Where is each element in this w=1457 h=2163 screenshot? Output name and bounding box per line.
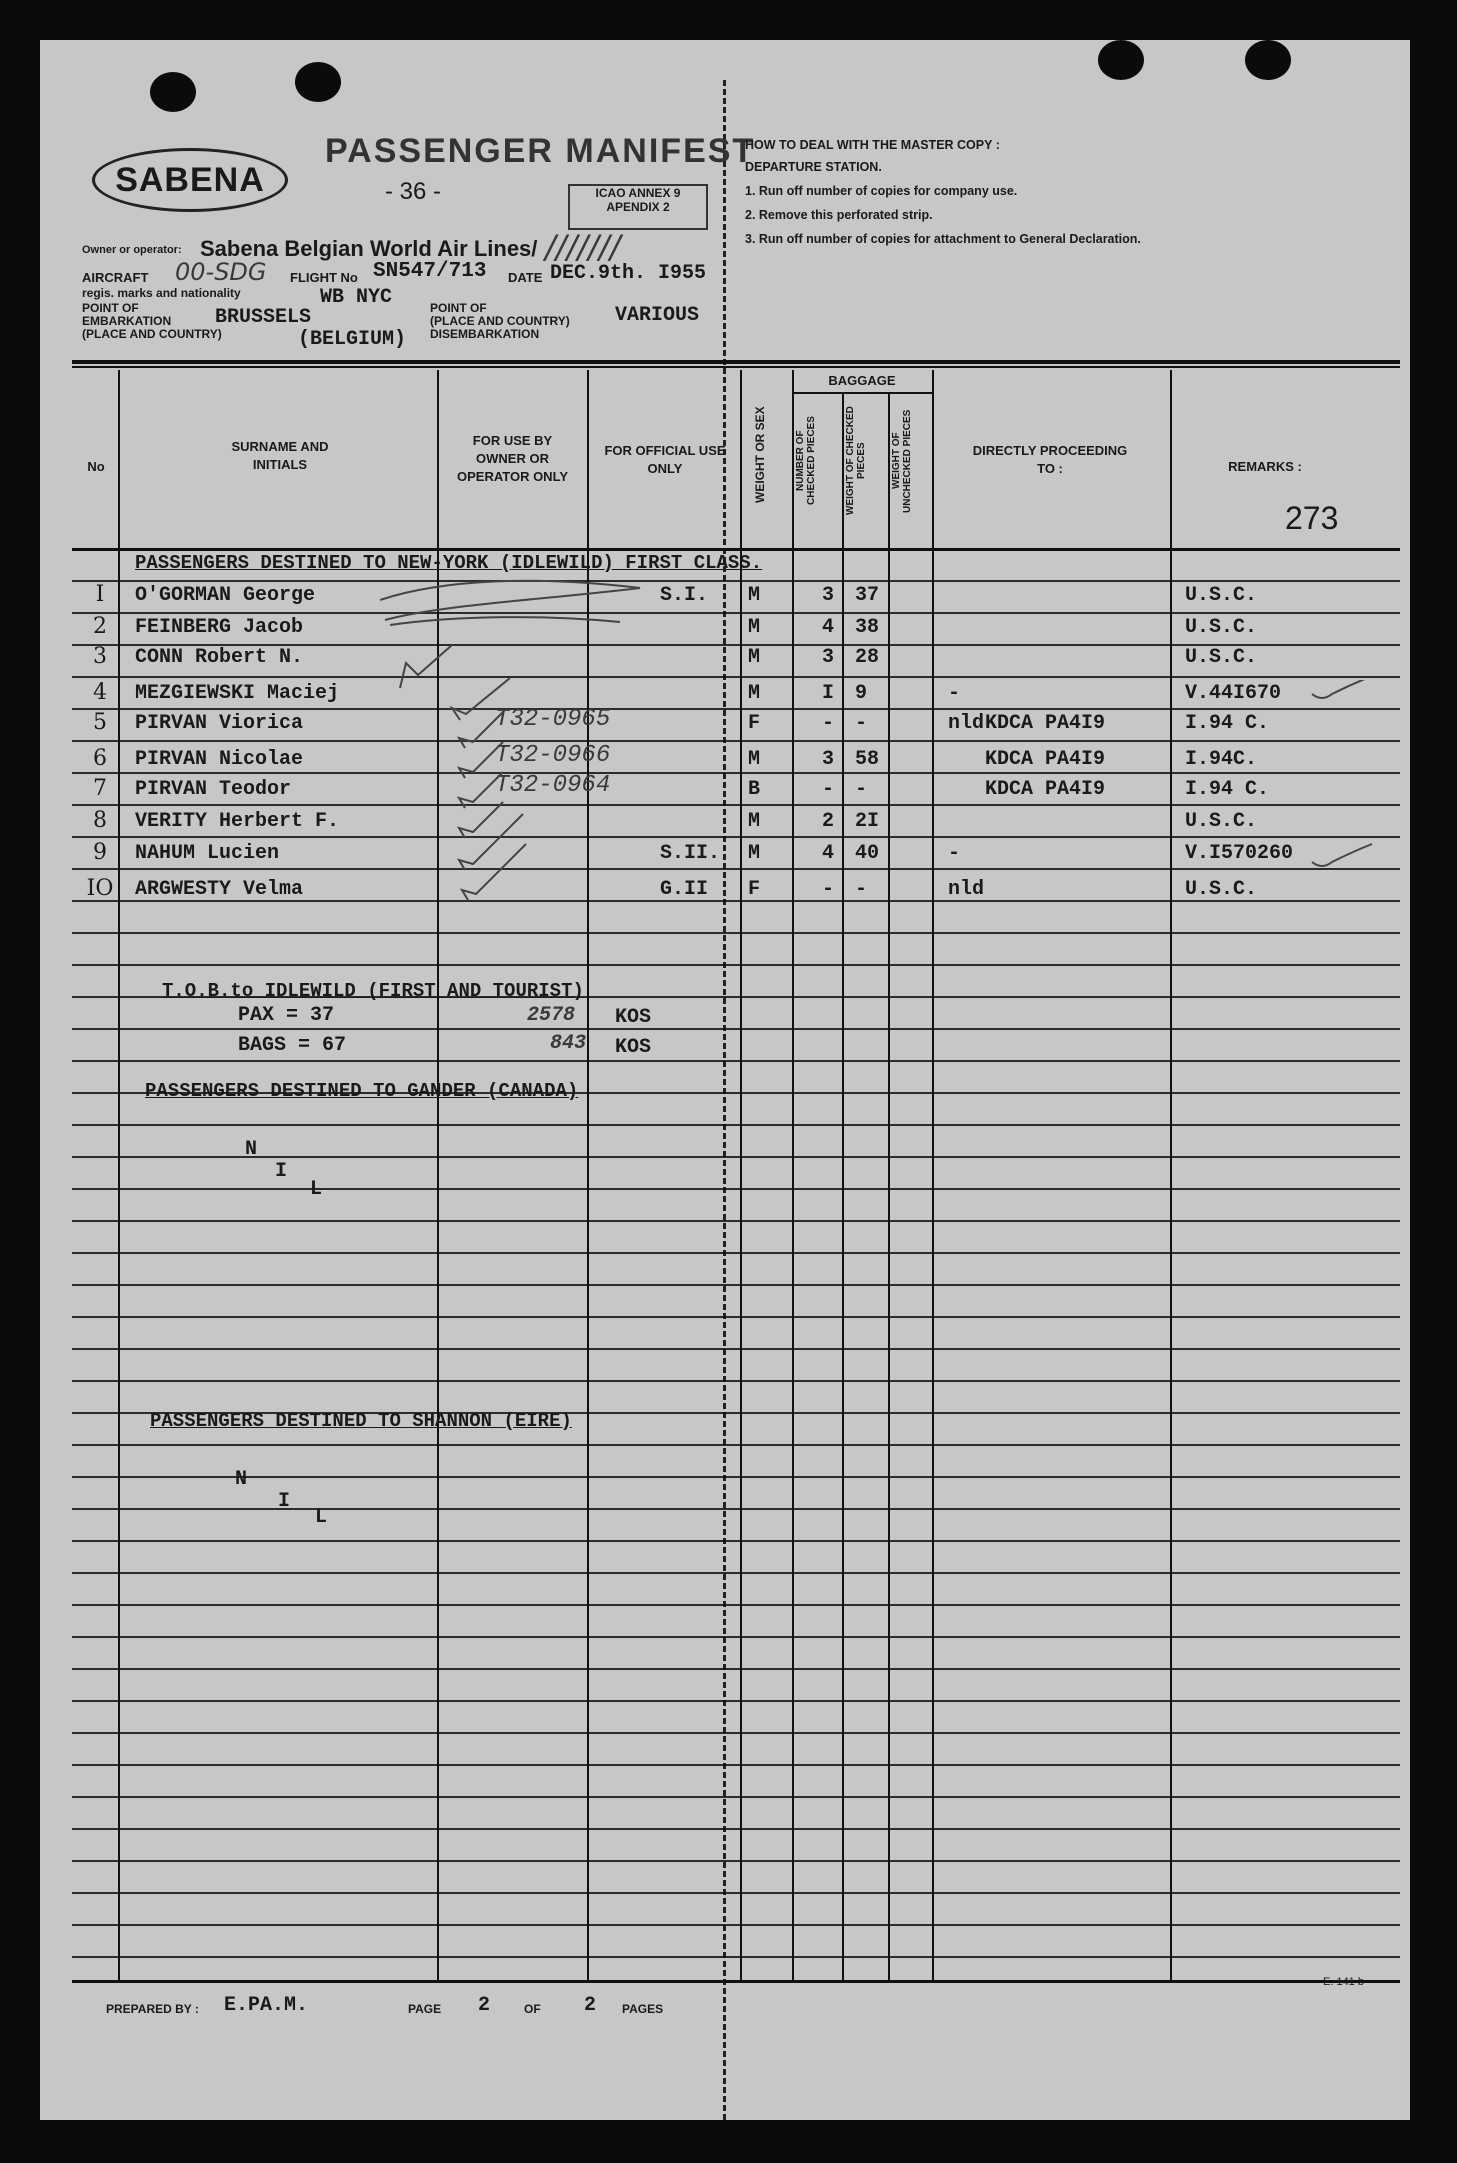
remarks-number: 273 xyxy=(1285,500,1339,536)
header-bottom-rule xyxy=(72,548,1400,551)
passenger-sex: M xyxy=(748,682,761,705)
checkmark xyxy=(1312,844,1372,866)
passenger-name: CONN Robert N. xyxy=(135,646,304,669)
passenger-no: 4 xyxy=(93,680,107,705)
passenger-weight: 38 xyxy=(855,616,880,639)
disembark-label-line: POINT OF xyxy=(430,301,487,315)
operator-value: Sabena Belgian World Air Lines/ xyxy=(200,236,538,261)
passenger-remarks: I.94C. xyxy=(1185,748,1258,771)
regis-value: WB NYC xyxy=(320,286,393,309)
passenger-sex: F xyxy=(748,712,761,735)
ruled-line xyxy=(72,1668,1400,1670)
ruled-line xyxy=(72,1732,1400,1734)
pages-label: PAGES xyxy=(622,2002,664,2016)
nil-l: L xyxy=(310,1178,323,1201)
col-header-unchecked-weight: WEIGHT OF UNCHECKED PIECES xyxy=(891,409,913,513)
ruled-line xyxy=(72,1124,1400,1126)
passenger-name: FEINBERG Jacob xyxy=(135,616,304,639)
bags-kos-value: 843 xyxy=(550,1032,587,1055)
perforation-line xyxy=(723,80,726,2120)
passenger-weight: - xyxy=(855,778,868,801)
embark-label xyxy=(82,302,222,341)
pax-kos-value: 2578 xyxy=(527,1004,576,1027)
handwritten-checkmarks xyxy=(380,570,800,930)
disembark-label xyxy=(430,302,570,341)
passenger-no: 9 xyxy=(93,840,107,865)
passenger-weight: 58 xyxy=(855,748,880,771)
ruled-line xyxy=(72,1540,1400,1542)
ruled-line xyxy=(72,1828,1400,1830)
icao-line2: APENDIX 2 xyxy=(606,200,670,214)
passenger-pieces: 3 xyxy=(822,748,835,771)
manifest-sheet xyxy=(40,40,1410,2120)
instruction-3: 3. Run off number of copies for attachment to General Declaration. xyxy=(745,232,1141,246)
form-code: E. 141 b xyxy=(1323,1976,1364,1988)
page-label: PAGE xyxy=(408,2002,442,2016)
section-gander-heading: PASSENGERS DESTINED TO GANDER (CANADA) xyxy=(145,1080,579,1102)
ruled-line xyxy=(72,1476,1400,1478)
passenger-official: G.II xyxy=(660,878,709,901)
scribble-mark xyxy=(380,581,640,620)
embark-label-line: POINT OF xyxy=(82,301,139,315)
date-value: DEC.9th. I955 xyxy=(550,262,707,285)
passenger-remarks: U.S.C. xyxy=(1185,584,1258,607)
col-header-no: No xyxy=(87,459,105,474)
passenger-name: MEZGIEWSKI Maciej xyxy=(135,682,340,705)
embark-value: BRUSSELS xyxy=(215,306,312,329)
passenger-no: 8 xyxy=(93,808,107,833)
section-shannon-heading: PASSENGERS DESTINED TO SHANNON (EIRE) xyxy=(150,1410,572,1432)
page-marker: - 36 - xyxy=(385,178,442,205)
passenger-owner-ref: T32-0966 xyxy=(495,742,611,769)
ruled-line xyxy=(72,1892,1400,1894)
punch-hole xyxy=(295,62,341,102)
ruled-line xyxy=(72,1860,1400,1862)
passenger-official: S.I. xyxy=(660,584,709,607)
ruled-line xyxy=(72,932,1400,934)
col-header-surname: SURNAME AND INITIALS xyxy=(231,439,329,472)
passenger-sex: M xyxy=(748,842,761,865)
passenger-name: VERITY Herbert F. xyxy=(135,810,340,833)
passenger-no: 3 xyxy=(93,644,107,669)
passenger-sex: M xyxy=(748,748,761,771)
passenger-remarks: I.94 C. xyxy=(1185,778,1270,801)
passenger-remarks: I.94 C. xyxy=(1185,712,1270,735)
passenger-remarks: U.S.C. xyxy=(1185,810,1258,833)
passenger-owner-ref: T32-0964 xyxy=(495,772,611,799)
embark-label-line: (PLACE AND COUNTRY) xyxy=(82,327,222,341)
of-value: 2 xyxy=(584,1994,597,2017)
remarks-checkmarks xyxy=(1310,680,1410,880)
nil-n: N xyxy=(245,1138,258,1161)
ruled-line xyxy=(72,1284,1400,1286)
ruled-line xyxy=(72,1060,1400,1062)
disembark-value: VARIOUS xyxy=(615,304,700,327)
passenger-proceeding: KDCA PA4I9 xyxy=(985,778,1106,801)
passenger-pieces: - xyxy=(822,778,835,801)
passenger-sex: M xyxy=(748,646,761,669)
passenger-no: 2 xyxy=(93,614,107,639)
col-header-owner: FOR USE BY OWNER OR OPERATOR ONLY xyxy=(456,433,568,484)
ruled-line xyxy=(72,1380,1400,1382)
passenger-pieces: - xyxy=(822,712,835,735)
embark-label-line: EMBARKATION xyxy=(82,314,172,328)
col-header-checked-num: NUMBER OF CHECKED PIECES xyxy=(795,416,817,506)
passenger-no: IO xyxy=(86,876,114,901)
ruled-line xyxy=(72,1764,1400,1766)
embark-country: (BELGIUM) xyxy=(298,328,407,351)
bags-kos-unit: KOS xyxy=(615,1036,652,1059)
passenger-weight: 40 xyxy=(855,842,880,865)
passenger-weight: 9 xyxy=(855,682,868,705)
disembark-label-line: DISEMBARKATION xyxy=(430,327,540,341)
passenger-pieces: 2 xyxy=(822,810,835,833)
passenger-remarks: U.S.C. xyxy=(1185,616,1258,639)
aircraft-value: 00-SDG xyxy=(175,258,267,286)
instruction-2: 2. Remove this perforated strip. xyxy=(745,208,933,222)
ruled-line xyxy=(72,1220,1400,1222)
disembark-label-line: (PLACE AND COUNTRY) xyxy=(430,314,570,328)
pax-total: PAX = 37 xyxy=(238,1004,335,1027)
icao-box xyxy=(568,184,708,230)
regis-label: regis. marks and nationality xyxy=(82,286,241,300)
passenger-pieces: I xyxy=(822,682,835,705)
instructions-title: HOW TO DEAL WITH THE MASTER COPY : xyxy=(745,138,1000,152)
punch-hole xyxy=(150,72,196,112)
passenger-no: 7 xyxy=(93,776,107,801)
passenger-pieces: - xyxy=(822,878,835,901)
date-label: DATE xyxy=(508,270,543,285)
checkmark xyxy=(459,814,523,870)
ruled-line xyxy=(72,1700,1400,1702)
flight-label: FLIGHT No xyxy=(290,270,358,285)
scribble-mark xyxy=(390,617,620,625)
checkmark xyxy=(462,844,526,900)
checkmark xyxy=(459,712,503,748)
col-header-weight-sex: WEIGHT OR SEX xyxy=(753,406,767,504)
ruled-line xyxy=(72,1796,1400,1798)
ruled-line xyxy=(72,1956,1400,1958)
ruled-line xyxy=(72,1636,1400,1638)
icao-line1: ICAO ANNEX 9 xyxy=(595,186,681,200)
passenger-weight: - xyxy=(855,878,868,901)
table-bottom-rule xyxy=(72,1980,1400,1983)
page-value: 2 xyxy=(478,1994,491,2017)
passenger-pieces: 3 xyxy=(822,646,835,669)
ruled-line xyxy=(72,1316,1400,1318)
passenger-owner-ref: T32-0965 xyxy=(495,706,611,733)
passenger-official: S.II. xyxy=(660,842,721,865)
ruled-line xyxy=(72,1188,1400,1190)
col-header-baggage: BAGGAGE xyxy=(828,373,896,388)
passenger-name: PIRVAN Viorica xyxy=(135,712,304,735)
passenger-remarks: V.44I670 xyxy=(1185,682,1282,705)
passenger-pieces: 3 xyxy=(822,584,835,607)
passenger-name: ARGWESTY Velma xyxy=(135,878,304,901)
passenger-name: PIRVAN Nicolae xyxy=(135,748,304,771)
passenger-name: PIRVAN Teodor xyxy=(135,778,292,801)
passenger-remarks: U.S.C. xyxy=(1185,878,1258,901)
passenger-sex: M xyxy=(748,584,761,607)
checkmark xyxy=(1312,680,1372,698)
page-title: PASSENGER MANIFEST xyxy=(325,132,756,170)
col-header-remarks: REMARKS : xyxy=(1228,459,1302,474)
ruled-line xyxy=(72,1604,1400,1606)
tob-heading: T.O.B.to IDLEWILD (FIRST AND TOURIST) xyxy=(162,980,584,1002)
instructions-sub: DEPARTURE STATION. xyxy=(745,160,882,174)
passenger-unchecked: - xyxy=(948,842,961,865)
punch-hole xyxy=(1098,40,1144,80)
passenger-unchecked: nld xyxy=(948,712,985,735)
passenger-name: O'GORMAN George xyxy=(135,584,316,607)
passenger-weight: 2I xyxy=(855,810,880,833)
passenger-sex: M xyxy=(748,616,761,639)
punch-hole xyxy=(1245,40,1291,80)
baggage-divider xyxy=(792,392,932,394)
passenger-weight: 28 xyxy=(855,646,880,669)
ruled-line xyxy=(72,1252,1400,1254)
of-label: OF xyxy=(524,2002,541,2016)
flight-value: SN547/713 xyxy=(373,260,487,283)
pax-kos-unit: KOS xyxy=(615,1006,652,1029)
aircraft-label: AIRCRAFT xyxy=(82,270,149,285)
ruled-line xyxy=(72,1156,1400,1158)
ruled-line xyxy=(72,1348,1400,1350)
ruled-line xyxy=(72,1444,1400,1446)
passenger-pieces: 4 xyxy=(822,842,835,865)
passenger-no: I xyxy=(95,582,105,607)
bags-total: BAGS = 67 xyxy=(238,1034,347,1057)
passenger-proceeding: KDCA PA4I9 xyxy=(985,748,1106,771)
table-top-rule xyxy=(72,366,1400,368)
nil-l: L xyxy=(315,1506,328,1529)
col-header-checked-weight: WEIGHT OF CHECKED PIECES xyxy=(845,406,867,516)
passenger-sex: F xyxy=(748,878,761,901)
passenger-unchecked: - xyxy=(948,682,961,705)
nil-n: N xyxy=(235,1468,248,1491)
passenger-sex: B xyxy=(748,778,761,801)
passenger-no: 6 xyxy=(93,746,107,771)
nil-i: I xyxy=(278,1490,291,1513)
instruction-1: 1. Run off number of copies for company use. xyxy=(745,184,1018,198)
passenger-weight: - xyxy=(855,712,868,735)
passenger-pieces: 4 xyxy=(822,616,835,639)
ruled-line xyxy=(72,1508,1400,1510)
passenger-sex: M xyxy=(748,810,761,833)
passenger-proceeding: KDCA PA4I9 xyxy=(985,712,1106,735)
ruled-line xyxy=(72,1028,1400,1030)
ruled-line xyxy=(72,964,1400,966)
sabena-logo: SABENA xyxy=(92,148,288,212)
prepared-label: PREPARED BY : xyxy=(106,2002,199,2016)
passenger-remarks: V.I570260 xyxy=(1185,842,1294,865)
passenger-no: 5 xyxy=(93,710,107,735)
prepared-value: E.PA.M. xyxy=(224,1994,309,2017)
col-header-directly: DIRECTLY PROCEEDING TO : xyxy=(972,443,1128,476)
col-header-official: FOR OFFICIAL USE ONLY xyxy=(604,443,726,476)
checkmark xyxy=(400,645,452,688)
passenger-unchecked: nld xyxy=(948,878,985,901)
operator-strike-marks: /////// xyxy=(545,228,621,266)
ruled-line xyxy=(72,1924,1400,1926)
operator-label: Owner or operator: xyxy=(82,244,182,256)
section-newyork-heading: PASSENGERS DESTINED TO NEW-YORK (IDLEWILD) FIRST CLASS. xyxy=(135,552,763,574)
passenger-weight: 37 xyxy=(855,584,880,607)
ruled-line xyxy=(72,1572,1400,1574)
nil-i: I xyxy=(275,1160,288,1183)
passenger-name: NAHUM Lucien xyxy=(135,842,280,865)
passenger-remarks: U.S.C. xyxy=(1185,646,1258,669)
table-top-rule xyxy=(72,360,1400,364)
